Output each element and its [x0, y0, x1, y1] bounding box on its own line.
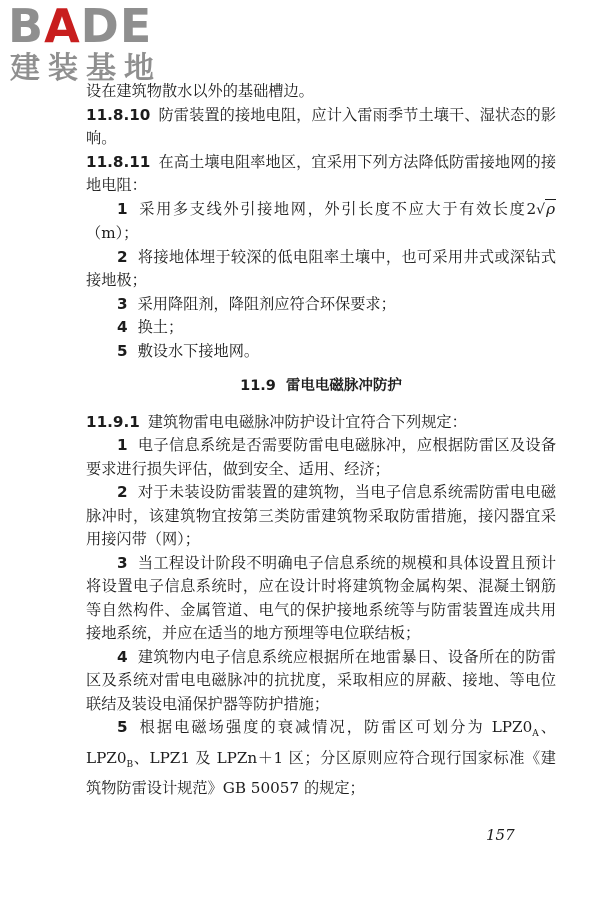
- clause-11-8-11: [86, 151, 556, 198]
- clause-11-9-1-item-2: 2 对于未装设防雷装置的建筑物，当电子信息系统需防雷电电磁脉冲时，该建筑物宜按第三类防雷建筑物采取防雷措施，接闪器宜采用接闪带（网）；: [86, 483, 556, 548]
- clause-11-9-1-item-4: 4 建筑物内电子信息系统应根据所在地雷暴日、设备所在的防雷区及系统对雷电电磁脉冲的抗扰度，采取相应的屏蔽、接地、等电位联结及装设电涌保护器等防护措施；: [86, 647, 556, 713]
- clause-11-9-1-item-5: 5 根据电磁场强度的衰减情况，防雷区可划分为 $LPZ0_A$、$LPZ0_B$、LPZ1 及 LPZn＋1 区；分区原则应符合现行国家标准《建筑物防雷设计规范》GB 50057 的规定；: [86, 718, 556, 798]
- sqrt-rho-formula: √ρ: [536, 199, 555, 218]
- bade-logo-chinese: 建装基地: [10, 51, 162, 86]
- clause-number: 11.9.1: [86, 412, 140, 431]
- clause-11-8-11-item-2: 2 将接地体埋于较深的低电阻率土壤中，也可采用井式或深钻式接地极；: [86, 247, 556, 289]
- page-number: 157: [486, 826, 515, 844]
- clause-number: 11.8.11: [86, 152, 151, 171]
- clause-text: 防雷装置的接地电阻，应计入雷雨季节土壤干、湿状态的影响。: [86, 105, 556, 147]
- clause-11-8-10: [86, 104, 556, 151]
- page-content: [86, 80, 556, 801]
- bade-logo-text: BADE: [8, 0, 153, 53]
- clause-text: 建筑物雷电电磁脉冲防护设计宜符合下列规定：: [147, 412, 467, 431]
- clause-number: 11.8.10: [86, 105, 151, 124]
- clause-11-8-11-item-5: 5 敷设水下接地网。: [117, 341, 260, 360]
- clause-11-9-1-item-3: 3 当工程设计阶段不明确电子信息系统的规模和具体设置且预计将设置电子信息系统时，应在设计时将建筑物金属构架、混凝土钢筋等自然构件、金属管道、电气的保护接地系统等与防雷装置连成共用接地系统，并应在适当的地方预埋等电位联结板；: [86, 553, 556, 642]
- lead-line: 设在建筑物散水以外的基础槽边。: [86, 82, 314, 100]
- clause-11-8-11-item-1: 1 采用多支线外引接地网，外引长度不应大于有效长度2√ρ（m）；: [86, 199, 555, 242]
- clause-11-9-1: [86, 411, 556, 435]
- clause-11-8-11-item-4: 4 换土；: [117, 318, 184, 336]
- clause-11-8-11-item-3: 3 采用降阻剂，降阻剂应符合环保要求；: [117, 294, 396, 313]
- clause-11-9-1-item-1: 1 电子信息系统是否需要防雷电电磁脉冲，应根据防雷区及设备要求进行损失评估，做到安全、适用、经济；: [86, 436, 556, 478]
- bade-watermark-logo: [8, 2, 178, 92]
- section-title-11-9: 11.9 雷电电磁脉冲防护: [240, 378, 402, 394]
- clause-text: 在高土壤电阻率地区，宜采用下列方法降低防雷接地网的接地电阻：: [86, 152, 556, 194]
